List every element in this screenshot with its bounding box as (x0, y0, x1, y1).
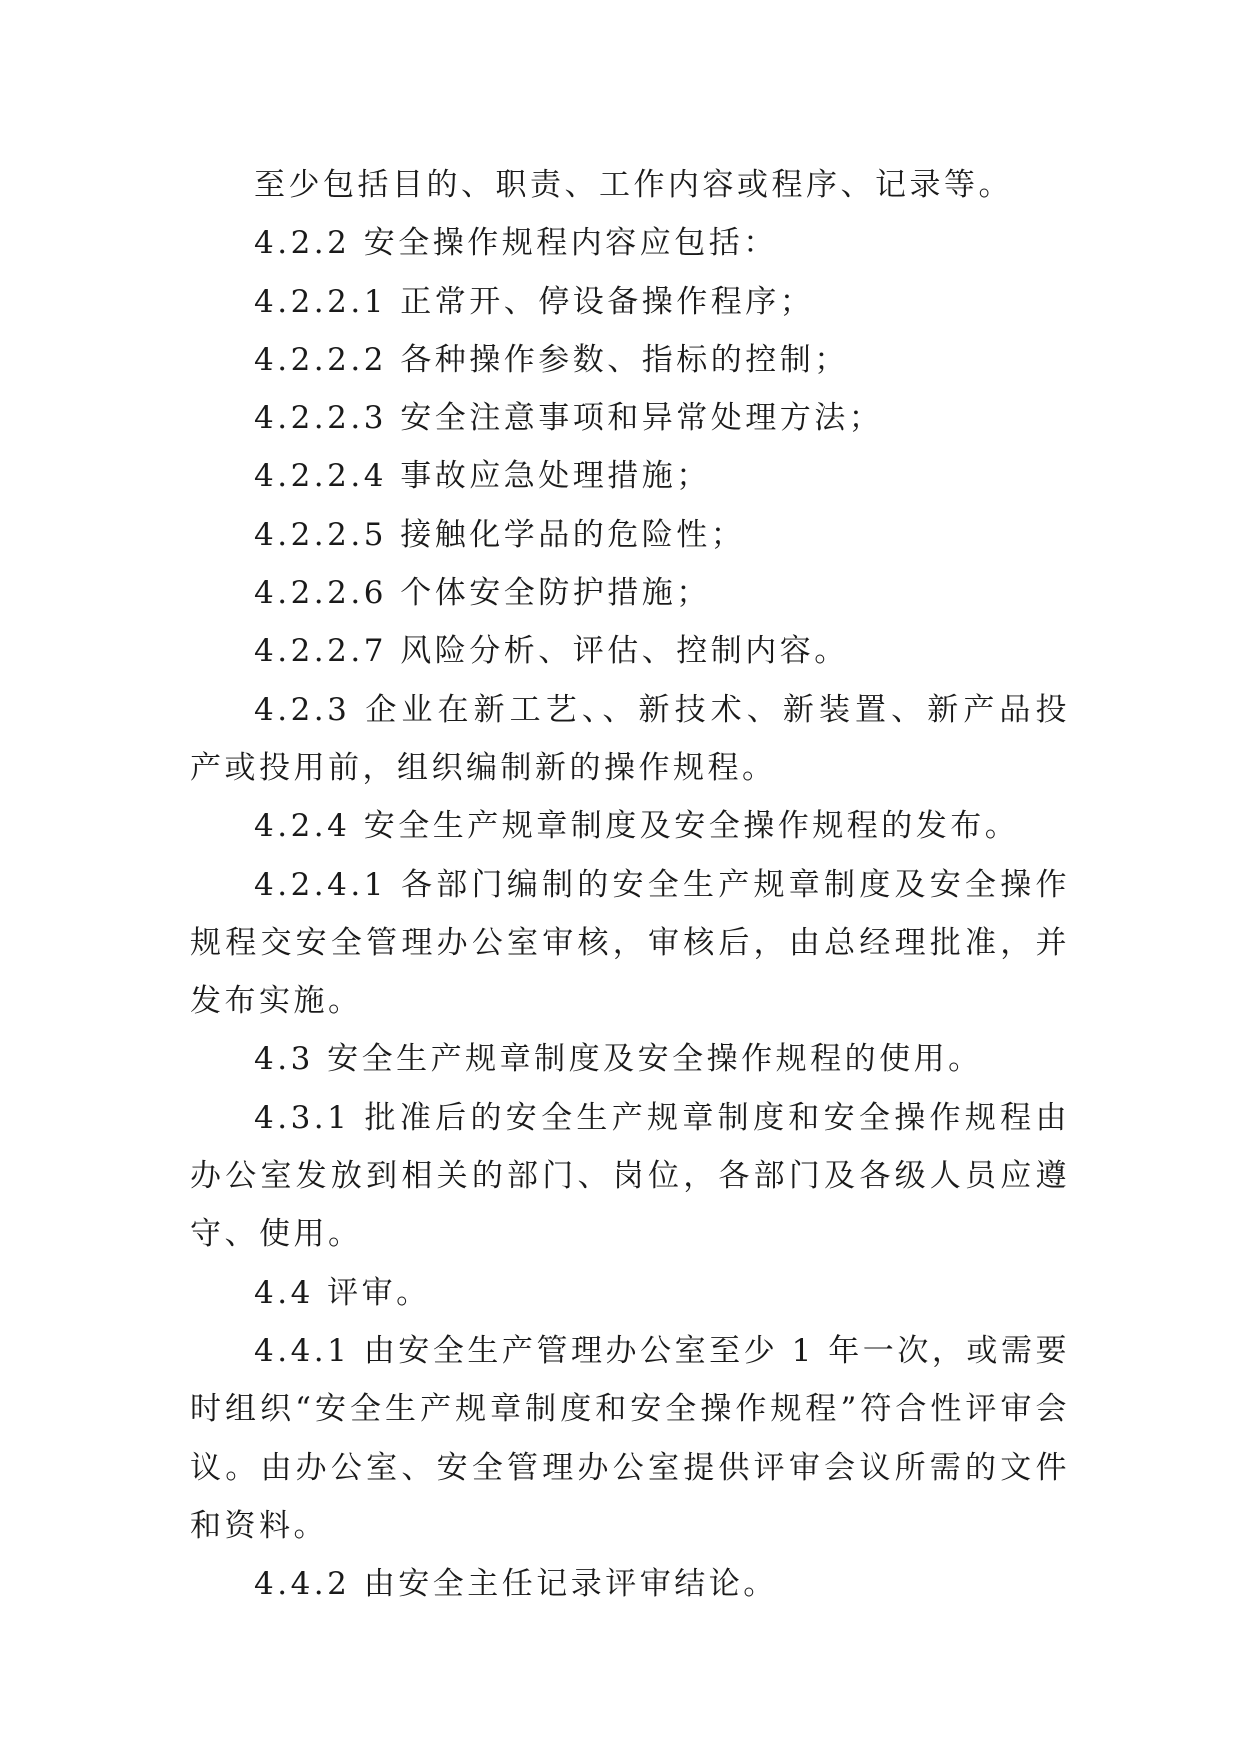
document-body (190, 156, 1070, 1613)
paragraph-4-2-2-7: 4.2.2.7 风险分析、评估、控制内容。 (254, 633, 849, 670)
paragraph-4-2-2-1: 4.2.2.1 正常开、停设备操作程序； (254, 283, 815, 320)
paragraph-4-2-2-6: 4.2.2.6 个体安全防护措施； (254, 575, 711, 612)
paragraph-4-2-2-4: 4.2.2.4 事故应急处理措施； (254, 458, 711, 495)
paragraph-4-3: 4.3 安全生产规章制度及安全操作规程的使用。 (254, 1041, 983, 1078)
paragraph-4-4: 4.4 评审。 (254, 1274, 431, 1311)
paragraph-4-2-2-5: 4.2.2.5 接触化学品的危险性； (254, 516, 746, 553)
paragraph-4-2-2-2: 4.2.2.2 各种操作参数、指标的控制； (254, 341, 849, 378)
paragraph-4-4-2: 4.4.2 由安全主任记录评审结论。 (254, 1566, 778, 1603)
paragraph-4-2-3: 4.2.3 企业在新工艺、、新技术、新装置、新产品投产或投用前，组织编制新的操作规程。 (190, 691, 1070, 786)
paragraph-4-2-4-1: 4.2.4.1 各部门编制的安全生产规章制度及安全操作规程交安全管理办公室审核，审核后，由总经理批准，并发布实施。 (190, 866, 1070, 1020)
paragraph-4-2-2: 4.2.2 安全操作规程内容应包括： (254, 225, 778, 262)
paragraph-4-2-2-3: 4.2.2.3 安全注意事项和异常处理方法； (254, 400, 884, 437)
paragraph-4-2-4: 4.2.4 安全生产规章制度及安全操作规程的发布。 (254, 808, 1020, 845)
paragraph-record-contents: 至少包括目的、职责、工作内容或程序、记录等。 (254, 167, 1013, 203)
paragraph-4-4-1: 4.4.1 由安全生产管理办公室至少 1 年一次，或需要时组织“安全生产规章制度和安全操作规程”符合性评审会议。由办公室、安全管理办公室提供评审会议所需的文件和资料。 (190, 1332, 1070, 1544)
paragraph-4-3-1: 4.3.1 批准后的安全生产规章制度和安全操作规程由办公室发放到相关的部门、岗位，各部门及各级人员应遵守、使用。 (190, 1099, 1070, 1253)
